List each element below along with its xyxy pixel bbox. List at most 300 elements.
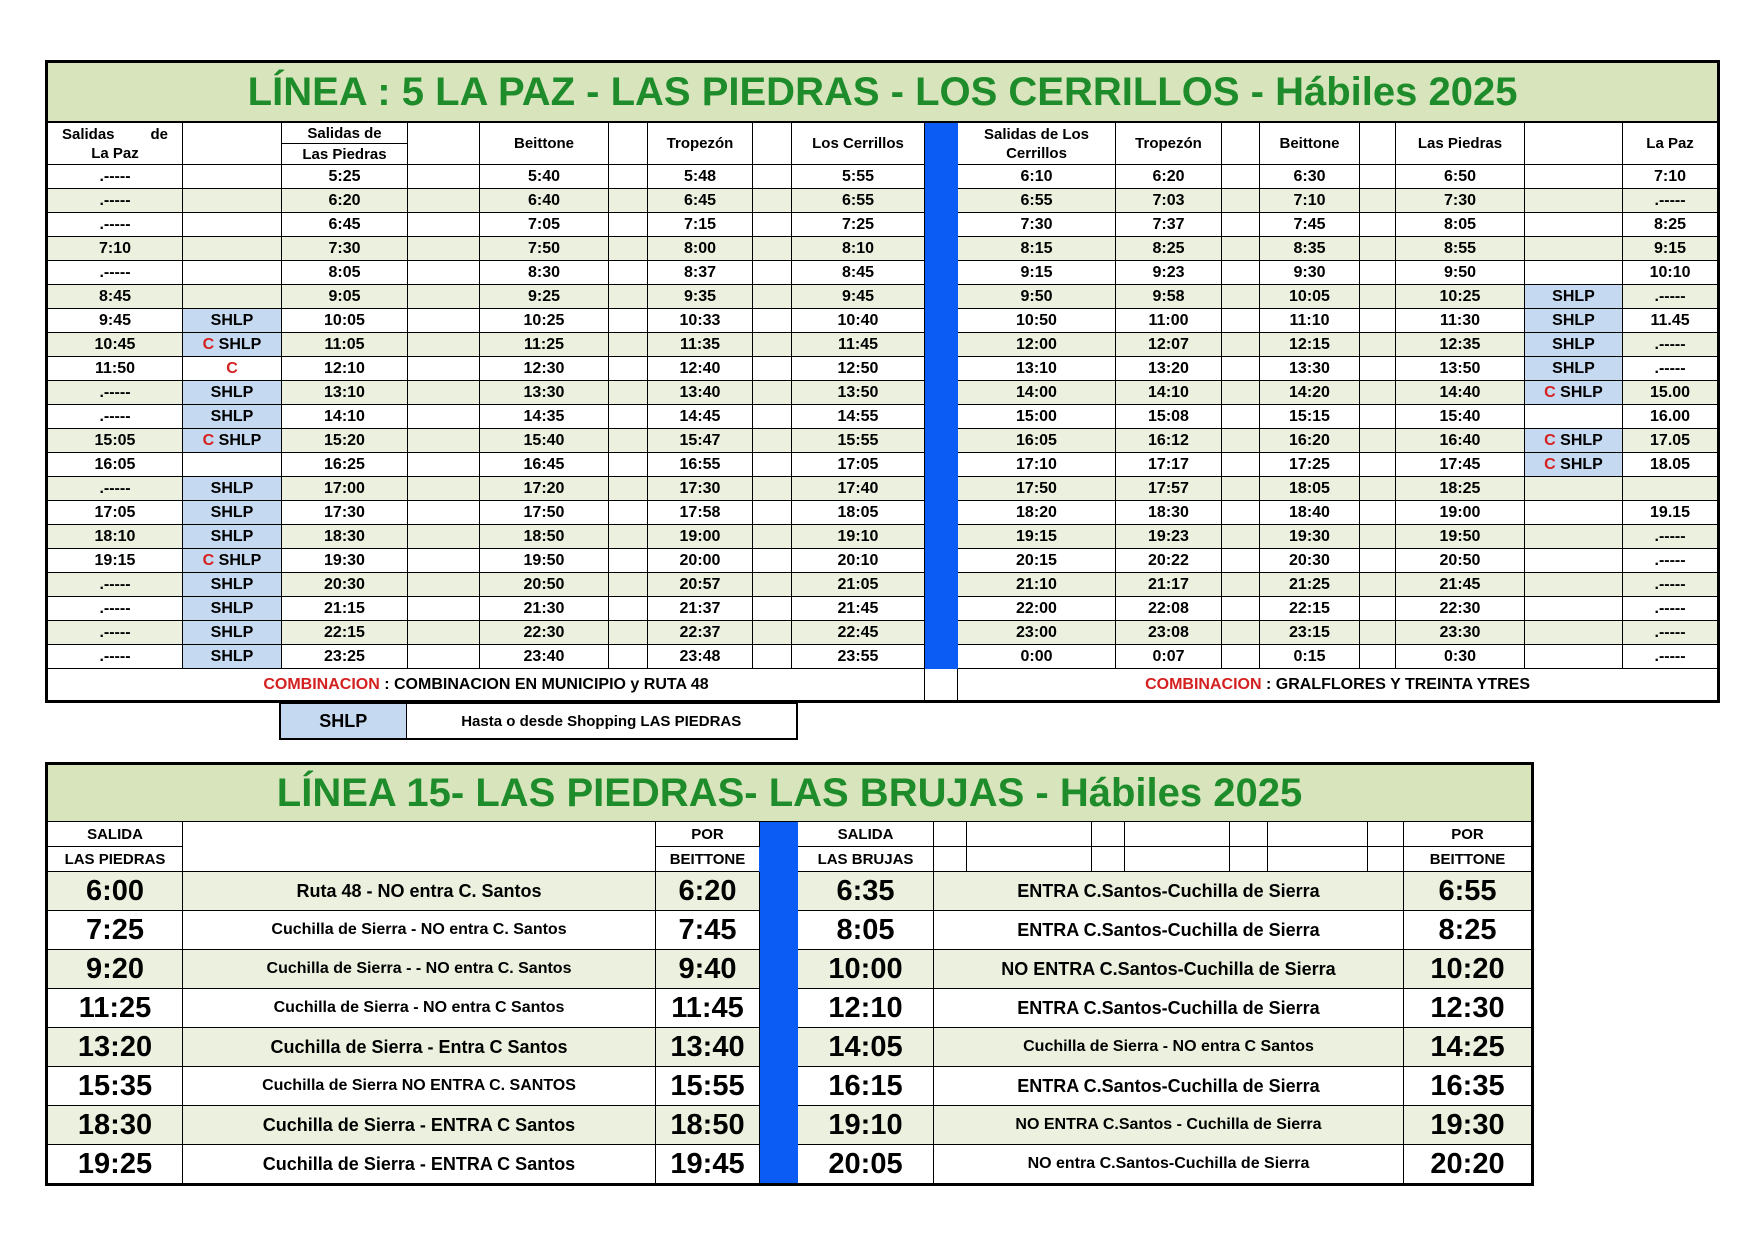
time-los-cerrillos: 8:10 <box>792 237 925 261</box>
time-tropezon: 10:33 <box>648 309 753 333</box>
spacer-cell <box>1222 285 1260 309</box>
time-la-paz-return: 16.00 <box>1623 405 1719 429</box>
time-las-piedras-return: 20:50 <box>1396 549 1525 573</box>
shlp-marker: SHLP <box>214 431 262 449</box>
dep-las-piedras: 23:25 <box>282 645 408 669</box>
time-la-paz-return: .----- <box>1623 573 1719 597</box>
table-row <box>47 597 1719 621</box>
time-beittone-return: 22:15 <box>1260 597 1360 621</box>
header-description <box>183 822 656 872</box>
spacer-cell <box>1360 621 1396 645</box>
time-by-beittone: 15:55 <box>656 1067 760 1106</box>
spacer-cell <box>753 333 792 357</box>
dep-la-paz: 15:05 <box>47 429 183 453</box>
time-beittone: 23:40 <box>480 645 609 669</box>
note-right <box>1525 381 1623 405</box>
time-by-beittone: 11:45 <box>656 989 760 1028</box>
time-los-cerrillos: 21:05 <box>792 573 925 597</box>
spacer-cell <box>609 285 648 309</box>
time-la-paz-return: 15.00 <box>1623 381 1719 405</box>
time-by-beittone-return: 12:30 <box>1404 989 1533 1028</box>
note-left <box>183 189 282 213</box>
note-left <box>183 285 282 309</box>
note-left: SHLP <box>183 477 282 501</box>
direction-divider <box>925 501 958 525</box>
spacer-cell <box>609 213 648 237</box>
direction-divider <box>925 309 958 333</box>
time-la-paz-return: .----- <box>1623 333 1719 357</box>
note-right: SHLP <box>1525 309 1623 333</box>
spacer-cell <box>408 453 480 477</box>
header-por-beittone-2b: BEITTONE <box>1404 847 1533 872</box>
time-beittone-return: 15:15 <box>1260 405 1360 429</box>
direction-divider <box>925 429 958 453</box>
direction-divider <box>925 573 958 597</box>
header-por-beittone-1: POR <box>656 822 760 847</box>
table-row <box>47 1067 1533 1106</box>
dep-las-piedras: 6:20 <box>282 189 408 213</box>
note-right <box>1525 165 1623 189</box>
spacer-cell <box>1360 261 1396 285</box>
time-los-cerrillos: 7:25 <box>792 213 925 237</box>
table-row <box>47 477 1719 501</box>
dep-la-paz: .----- <box>47 213 183 237</box>
dep-la-paz: .----- <box>47 261 183 285</box>
note-left <box>183 165 282 189</box>
dep-la-paz: .----- <box>47 405 183 429</box>
header-spacer <box>1125 822 1230 847</box>
time-beittone: 7:05 <box>480 213 609 237</box>
header-spacer <box>1360 122 1396 165</box>
line5-timetable <box>45 60 1720 703</box>
time-la-paz-return: .----- <box>1623 357 1719 381</box>
note-right <box>1525 597 1623 621</box>
time-tropezon: 9:35 <box>648 285 753 309</box>
line15-timetable <box>45 762 1534 1186</box>
table-row <box>47 1028 1533 1067</box>
time-tropezon: 23:48 <box>648 645 753 669</box>
spacer-cell <box>753 429 792 453</box>
table-row <box>47 189 1719 213</box>
time-la-paz-return: 8:25 <box>1623 213 1719 237</box>
combination-marker: C <box>1544 431 1556 449</box>
time-los-cerrillos: 9:45 <box>792 285 925 309</box>
header-salida-las-piedras-2: LAS PIEDRAS <box>47 847 183 872</box>
time-beittone-return: 18:05 <box>1260 477 1360 501</box>
dep-la-paz: .----- <box>47 621 183 645</box>
time-beittone: 5:40 <box>480 165 609 189</box>
spacer-cell <box>1222 429 1260 453</box>
time-beittone-return: 21:25 <box>1260 573 1360 597</box>
time-by-beittone: 6:20 <box>656 872 760 911</box>
dep-los-cerrillos: 17:50 <box>958 477 1116 501</box>
dep-las-piedras: 22:15 <box>282 621 408 645</box>
spacer-cell <box>753 237 792 261</box>
time-beittone-return: 20:30 <box>1260 549 1360 573</box>
dep-los-cerrillos: 22:00 <box>958 597 1116 621</box>
direction-divider <box>760 989 798 1028</box>
dep-las-brujas: 19:10 <box>798 1106 934 1145</box>
time-beittone-return: 23:15 <box>1260 621 1360 645</box>
header-spacer <box>1268 822 1368 847</box>
time-las-piedras-return: 19:00 <box>1396 501 1525 525</box>
time-la-paz-return: .----- <box>1623 645 1719 669</box>
route-description-return: ENTRA C.Santos-Cuchilla de Sierra <box>934 1067 1404 1106</box>
spacer-cell <box>753 477 792 501</box>
note-left: SHLP <box>183 405 282 429</box>
route-description-return: ENTRA C.Santos-Cuchilla de Sierra <box>934 872 1404 911</box>
time-los-cerrillos: 17:05 <box>792 453 925 477</box>
note-right <box>1525 501 1623 525</box>
time-beittone: 19:50 <box>480 549 609 573</box>
header-por-beittone-2: POR <box>1404 822 1533 847</box>
table-row <box>47 549 1719 573</box>
table-row <box>47 429 1719 453</box>
header-spacer <box>1268 847 1368 872</box>
header-spacer <box>408 122 480 165</box>
spacer-cell <box>1222 525 1260 549</box>
time-los-cerrillos: 12:50 <box>792 357 925 381</box>
direction-divider <box>925 405 958 429</box>
spacer-cell <box>408 597 480 621</box>
time-los-cerrillos: 10:40 <box>792 309 925 333</box>
dep-los-cerrillos: 20:15 <box>958 549 1116 573</box>
route-description: Ruta 48 - NO entra C. Santos <box>183 872 656 911</box>
dep-las-piedras: 7:25 <box>47 911 183 950</box>
note-right <box>1525 549 1623 573</box>
note-right <box>1525 189 1623 213</box>
route-description-return: ENTRA C.Santos-Cuchilla de Sierra <box>934 911 1404 950</box>
header-salida-las-brujas-2: LAS BRUJAS <box>798 847 934 872</box>
header-beittone-return: Beittone <box>1260 122 1360 165</box>
spacer-cell <box>753 405 792 429</box>
dep-las-piedras: 15:20 <box>282 429 408 453</box>
spacer-cell <box>408 405 480 429</box>
spacer-cell <box>1222 621 1260 645</box>
header-beittone: Beittone <box>480 122 609 165</box>
combination-marker: C <box>1544 383 1556 401</box>
time-tropezon-return: 9:58 <box>1116 285 1222 309</box>
header-las-piedras-return: Las Piedras <box>1396 122 1525 165</box>
spacer-cell <box>408 645 480 669</box>
table-row <box>47 357 1719 381</box>
dep-los-cerrillos: 9:15 <box>958 261 1116 285</box>
table-row <box>47 621 1719 645</box>
route-description: Cuchilla de Sierra - Entra C Santos <box>183 1028 656 1067</box>
time-beittone: 16:45 <box>480 453 609 477</box>
note-left <box>183 549 282 573</box>
dep-los-cerrillos: 0:00 <box>958 645 1116 669</box>
table-row <box>47 989 1533 1028</box>
time-los-cerrillos: 15:55 <box>792 429 925 453</box>
time-tropezon-return: 13:20 <box>1116 357 1222 381</box>
spacer-cell <box>1222 597 1260 621</box>
dep-los-cerrillos: 17:10 <box>958 453 1116 477</box>
dep-la-paz: .----- <box>47 645 183 669</box>
spacer-cell <box>609 429 648 453</box>
header-spacer <box>753 122 792 165</box>
direction-divider <box>925 261 958 285</box>
header-spacer <box>1125 847 1230 872</box>
time-beittone: 17:20 <box>480 477 609 501</box>
route-description: Cuchilla de Sierra - ENTRA C Santos <box>183 1145 656 1185</box>
dep-las-piedras: 17:00 <box>282 477 408 501</box>
spacer-cell <box>1360 357 1396 381</box>
note-left: SHLP <box>183 597 282 621</box>
time-tropezon: 6:45 <box>648 189 753 213</box>
dep-la-paz: 10:45 <box>47 333 183 357</box>
time-las-piedras-return: 6:50 <box>1396 165 1525 189</box>
direction-divider <box>760 911 798 950</box>
note-right <box>1525 453 1623 477</box>
table-row <box>47 525 1719 549</box>
time-beittone: 10:25 <box>480 309 609 333</box>
dep-la-paz: 16:05 <box>47 453 183 477</box>
time-tropezon-return: 7:37 <box>1116 213 1222 237</box>
table-row <box>47 950 1533 989</box>
spacer-cell <box>1360 477 1396 501</box>
route-description: Cuchilla de Sierra - NO entra C. Santos <box>183 911 656 950</box>
time-beittone-return: 0:15 <box>1260 645 1360 669</box>
table-row <box>47 453 1719 477</box>
time-las-piedras-return: 17:45 <box>1396 453 1525 477</box>
time-beittone: 21:30 <box>480 597 609 621</box>
time-las-piedras-return: 12:35 <box>1396 333 1525 357</box>
spacer-cell <box>609 525 648 549</box>
note-left: SHLP <box>183 309 282 333</box>
note-right <box>1525 213 1623 237</box>
time-la-paz-return: 9:15 <box>1623 237 1719 261</box>
time-beittone-return: 13:30 <box>1260 357 1360 381</box>
table-row <box>47 213 1719 237</box>
time-las-piedras-return: 8:05 <box>1396 213 1525 237</box>
time-tropezon: 7:15 <box>648 213 753 237</box>
direction-divider <box>925 381 958 405</box>
time-tropezon-return: 22:08 <box>1116 597 1222 621</box>
direction-divider <box>925 189 958 213</box>
dep-las-piedras: 13:10 <box>282 381 408 405</box>
time-las-piedras-return: 23:30 <box>1396 621 1525 645</box>
dep-las-brujas: 12:10 <box>798 989 934 1028</box>
dep-las-piedras: 11:05 <box>282 333 408 357</box>
table-row <box>47 645 1719 669</box>
dep-las-piedras: 18:30 <box>282 525 408 549</box>
spacer-cell <box>1222 189 1260 213</box>
dep-las-brujas: 8:05 <box>798 911 934 950</box>
spacer-cell <box>609 237 648 261</box>
time-by-beittone: 13:40 <box>656 1028 760 1067</box>
header-spacer <box>609 122 648 165</box>
time-tropezon-return: 0:07 <box>1116 645 1222 669</box>
spacer-cell <box>753 189 792 213</box>
dep-los-cerrillos: 7:30 <box>958 213 1116 237</box>
time-la-paz-return: 11.45 <box>1623 309 1719 333</box>
spacer-cell <box>1360 429 1396 453</box>
time-tropezon: 14:45 <box>648 405 753 429</box>
spacer-cell <box>408 237 480 261</box>
spacer-cell <box>1222 261 1260 285</box>
note-left <box>183 237 282 261</box>
time-la-paz-return: 7:10 <box>1623 165 1719 189</box>
spacer-cell <box>1222 549 1260 573</box>
time-los-cerrillos: 14:55 <box>792 405 925 429</box>
direction-divider <box>925 333 958 357</box>
time-beittone-return: 19:30 <box>1260 525 1360 549</box>
legend-code: SHLP <box>280 704 406 740</box>
dep-las-piedras: 14:10 <box>282 405 408 429</box>
time-beittone: 13:30 <box>480 381 609 405</box>
direction-divider <box>760 1106 798 1145</box>
spacer-cell <box>1360 549 1396 573</box>
note-right: SHLP <box>1525 357 1623 381</box>
time-by-beittone-return: 10:20 <box>1404 950 1533 989</box>
time-beittone-return: 16:20 <box>1260 429 1360 453</box>
spacer-cell <box>408 285 480 309</box>
spacer-cell <box>753 285 792 309</box>
route-description-return: Cuchilla de Sierra - NO entra C Santos <box>934 1028 1404 1067</box>
dep-las-brujas: 16:15 <box>798 1067 934 1106</box>
dep-las-piedras: 16:25 <box>282 453 408 477</box>
spacer-cell <box>1360 453 1396 477</box>
spacer-cell <box>1360 405 1396 429</box>
time-tropezon-return: 23:08 <box>1116 621 1222 645</box>
time-tropezon: 11:35 <box>648 333 753 357</box>
spacer-cell <box>1222 453 1260 477</box>
dep-los-cerrillos: 6:10 <box>958 165 1116 189</box>
direction-divider <box>760 1028 798 1067</box>
route-description: Cuchilla de Sierra - - NO entra C. Santos <box>183 950 656 989</box>
time-beittone: 20:50 <box>480 573 609 597</box>
time-las-piedras-return: 0:30 <box>1396 645 1525 669</box>
spacer-cell <box>1360 189 1396 213</box>
table-row <box>47 165 1719 189</box>
direction-divider <box>760 1145 798 1185</box>
direction-divider <box>925 645 958 669</box>
dep-los-cerrillos: 6:55 <box>958 189 1116 213</box>
dep-los-cerrillos: 19:15 <box>958 525 1116 549</box>
spacer-cell <box>753 165 792 189</box>
dep-las-piedras: 18:30 <box>47 1106 183 1145</box>
combination-right <box>958 669 1719 702</box>
note-left <box>183 261 282 285</box>
time-tropezon: 16:55 <box>648 453 753 477</box>
time-tropezon-return: 14:10 <box>1116 381 1222 405</box>
time-los-cerrillos: 17:40 <box>792 477 925 501</box>
time-los-cerrillos: 21:45 <box>792 597 925 621</box>
time-los-cerrillos: 13:50 <box>792 381 925 405</box>
time-tropezon-return: 8:25 <box>1116 237 1222 261</box>
dep-las-piedras: 10:05 <box>282 309 408 333</box>
time-tropezon: 22:37 <box>648 621 753 645</box>
dep-las-piedras: 13:20 <box>47 1028 183 1067</box>
time-tropezon-return: 17:57 <box>1116 477 1222 501</box>
time-tropezon-return: 12:07 <box>1116 333 1222 357</box>
spacer-cell <box>408 621 480 645</box>
spacer-cell <box>1222 213 1260 237</box>
spacer-cell <box>1360 213 1396 237</box>
time-la-paz-return: .----- <box>1623 525 1719 549</box>
time-beittone: 14:35 <box>480 405 609 429</box>
time-las-piedras-return: 14:40 <box>1396 381 1525 405</box>
time-beittone: 15:40 <box>480 429 609 453</box>
time-la-paz-return: .----- <box>1623 549 1719 573</box>
time-las-piedras-return: 9:50 <box>1396 261 1525 285</box>
note-left: SHLP <box>183 573 282 597</box>
table-row <box>47 261 1719 285</box>
spacer-cell <box>753 525 792 549</box>
time-las-piedras-return: 11:30 <box>1396 309 1525 333</box>
spacer-cell <box>753 621 792 645</box>
dep-la-paz: 11:50 <box>47 357 183 381</box>
route-description-return: NO ENTRA C.Santos - Cuchilla de Sierra <box>934 1106 1404 1145</box>
time-las-piedras-return: 21:45 <box>1396 573 1525 597</box>
time-tropezon: 5:48 <box>648 165 753 189</box>
spacer-cell <box>1360 597 1396 621</box>
spacer-cell <box>753 597 792 621</box>
time-tropezon-return: 15:08 <box>1116 405 1222 429</box>
shlp-marker: SHLP <box>1555 383 1603 401</box>
header-tropezon: Tropezón <box>648 122 753 165</box>
time-beittone: 6:40 <box>480 189 609 213</box>
combination-text: : COMBINACION EN MUNICIPIO y RUTA 48 <box>379 675 709 693</box>
time-los-cerrillos: 18:05 <box>792 501 925 525</box>
time-tropezon: 17:30 <box>648 477 753 501</box>
time-beittone-return: 9:30 <box>1260 261 1360 285</box>
header-spacer <box>1230 847 1268 872</box>
note-left: SHLP <box>183 645 282 669</box>
spacer-cell <box>609 381 648 405</box>
time-la-paz-return: 18.05 <box>1623 453 1719 477</box>
table-row <box>47 333 1719 357</box>
header-spacer <box>1368 847 1404 872</box>
spacer-cell <box>1222 405 1260 429</box>
spacer-cell <box>408 549 480 573</box>
spacer-cell <box>1222 477 1260 501</box>
time-beittone-return: 6:30 <box>1260 165 1360 189</box>
table-row <box>47 911 1533 950</box>
spacer-cell <box>1222 573 1260 597</box>
header-spacer <box>934 847 967 872</box>
time-tropezon: 8:00 <box>648 237 753 261</box>
time-by-beittone: 9:40 <box>656 950 760 989</box>
dep-los-cerrillos: 8:15 <box>958 237 1116 261</box>
table-row <box>47 1106 1533 1145</box>
time-la-paz-return: .----- <box>1623 285 1719 309</box>
spacer-cell <box>609 645 648 669</box>
note-left: SHLP <box>183 501 282 525</box>
spacer-cell <box>408 573 480 597</box>
time-tropezon-return: 19:23 <box>1116 525 1222 549</box>
dep-las-piedras: 6:00 <box>47 872 183 911</box>
dep-la-paz: .----- <box>47 165 183 189</box>
dep-las-piedras: 17:30 <box>282 501 408 525</box>
dep-las-brujas: 20:05 <box>798 1145 934 1185</box>
dep-las-piedras: 19:25 <box>47 1145 183 1185</box>
header-salidas-las-piedras-2: Las Piedras <box>282 144 408 165</box>
time-la-paz-return: 10:10 <box>1623 261 1719 285</box>
spacer-cell <box>408 429 480 453</box>
table-row <box>47 237 1719 261</box>
direction-divider <box>925 237 958 261</box>
line5-title: LÍNEA : 5 LA PAZ - LAS PIEDRAS - LOS CERRILLOS - Hábiles 2025 <box>47 62 1719 123</box>
note-left: SHLP <box>183 381 282 405</box>
shlp-marker: SHLP <box>214 551 262 569</box>
time-beittone: 12:30 <box>480 357 609 381</box>
dep-las-piedras: 20:30 <box>282 573 408 597</box>
header-por-beittone-1b: BEITTONE <box>656 847 760 872</box>
header-spacer <box>1368 822 1404 847</box>
spacer-cell <box>753 357 792 381</box>
